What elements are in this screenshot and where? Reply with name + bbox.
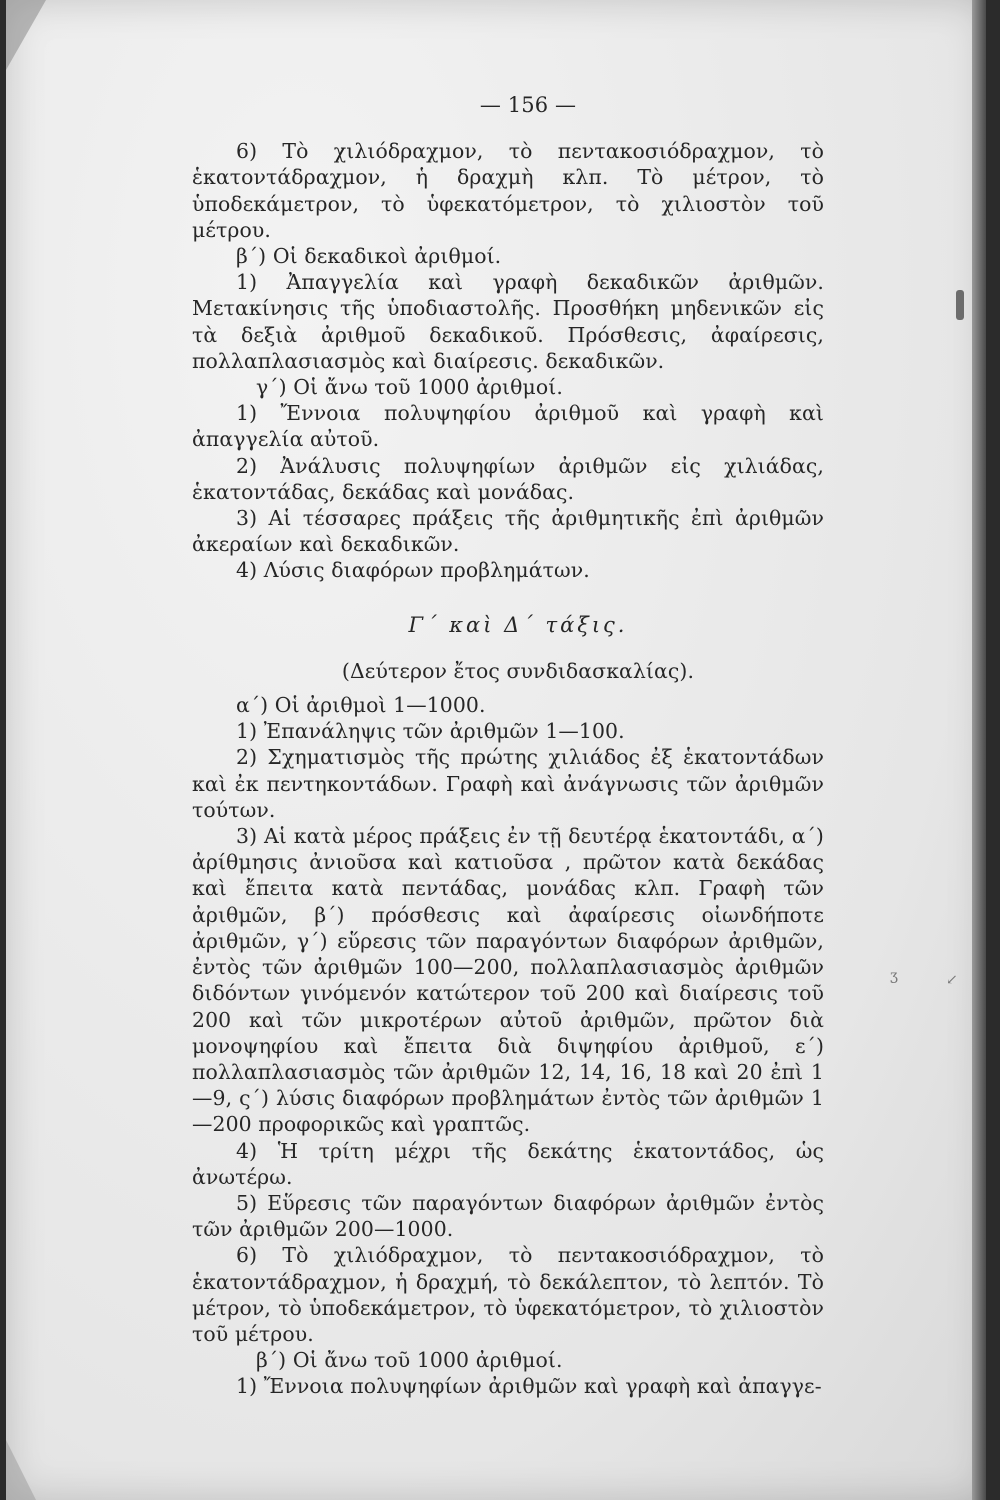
- book-page: [6, 0, 986, 1500]
- worn-corner-top: [6, 0, 46, 70]
- page-text: [192, 92, 824, 1400]
- section-previous-content: [192, 138, 824, 583]
- paragraph: β΄) Οἱ δεκαδικοὶ ἀριθμοί.: [236, 244, 502, 269]
- paragraph-subheading: γ΄) Οἱ ἄνω τοῦ 1000 ἀριθμοί.: [256, 375, 563, 400]
- section-heading: Γ΄ καὶ Δ΄ τάξις.: [408, 612, 628, 637]
- paragraph: 3) Αἱ τέσσαρες πράξεις τῆς ἀριθμητικῆς ἐπὶ ἀριθμῶν ἀκεραίων καὶ δεκαδικῶν.: [192, 506, 824, 557]
- section-content: [192, 692, 824, 1399]
- page-number: — 156 —: [479, 93, 577, 117]
- pencil-mark: ʒ: [890, 968, 898, 984]
- paragraph: 1) Ἀπαγγελία καὶ γραφὴ δεκαδικῶν ἀριθμῶν. Μετακίνησις τῆς ὑποδιαστολῆς. Προσθήκη μηδενικῶν εἰς τὰ δεξιὰ ἀριθμοῦ δεκαδικοῦ. Πρόσθεσις, ἀφαίρεσις, πολλαπλασιασμὸς καὶ διαίρεσις. δεκαδικῶν.: [192, 270, 824, 373]
- paragraph: 1) Ἔννοια πολυψηφίων ἀριθμῶν καὶ γραφὴ καὶ ἀπαγγε-: [236, 1374, 822, 1399]
- paragraph: 3) Αἱ κατὰ μέρος πράξεις ἐν τῇ δευτέρᾳ ἑκατοντάδι, α΄) ἀρίθμησις ἀνιοῦσα καὶ κατιοῦσα , πρῶτον κατὰ δεκάδας καὶ ἔπειτα κατὰ πεντάδας, μονάδας κλπ. Γραφὴ τῶν ἀριθμῶν, β΄) πρόσθεσις καὶ ἀφαίρεσις οἰωνδήποτε ἀριθμῶν, γ΄) εὕρεσις τῶν παραγόντων διαφόρων ἀριθμῶν, ἐντὸς τῶν ἀριθμῶν 100—200, πολλαπλασιασμὸς ἀριθμῶν διδόντων γινόμενόν κατώτερον τοῦ 200 καὶ διαίρεσις τοῦ 200 καὶ τῶν μικροτέρων αὐτοῦ ἀριθμῶν, πρῶτον διὰ μονοψηφίου καὶ ἔπειτα διὰ διψηφίου ἀριθμοῦ, ε΄) πολλαπλασιασμὸς τῶν ἀριθμῶν 12, 14, 16, 18 καὶ 20 ἐπὶ 1—9, ς΄) λύσις διαφόρων προβλημάτων ἐντὸς τῶν ἀριθμῶν 1—200 προφορικῶς καὶ γραπτῶς.: [192, 824, 824, 1137]
- paragraph: 6) Τὸ χιλιόδραχμον, τὸ πεντακοσιόδραχμον, τὸ ἑκατοντάδραχμον, ἡ δραχμὴ κλπ. Τὸ μέτρον, τὸ ὑποδεκάμετρον, τὸ ὑφεκατόμετρον, τὸ χιλιοστὸν τοῦ μέτρου.: [192, 139, 824, 242]
- paragraph: 4) Ἡ τρίτη μέχρι τῆς δεκάτης ἑκατοντάδος, ὡς ἀνωτέρω.: [192, 1138, 824, 1189]
- ink-speck: [956, 290, 964, 320]
- paragraph: 4) Λύσις διαφόρων προβλημάτων.: [236, 558, 590, 583]
- paragraph: α΄) Οἱ ἀριθμοὶ 1—1000.: [236, 693, 486, 718]
- pencil-mark: ↙: [946, 972, 958, 988]
- paragraph-subheading: β΄) Οἱ ἄνω τοῦ 1000 ἀριθμοί.: [256, 1348, 563, 1373]
- paragraph: 1) Ἐπανάληψις τῶν ἀριθμῶν 1—100.: [236, 719, 625, 744]
- section-subheading: (Δεύτερον ἔτος συνδιδασκαλίας).: [341, 658, 695, 683]
- paragraph: 2) Σχηματισμὸς τῆς πρώτης χιλιάδος ἐξ ἑκατοντάδων καὶ ἐκ πεντηκοντάδων. Γραφὴ καὶ ἀνάγνωσις τῶν ἀριθμῶν τούτων.: [192, 745, 824, 822]
- paragraph: 6) Τὸ χιλιόδραχμον, τὸ πεντακοσιόδραχμον, τὸ ἑκατοντάδραχμον, ἡ δραχμή, τὸ δεκάλεπτον, τὸ λεπτόν. Τὸ μέτρον, τὸ ὑποδεκάμετρον, τὸ ὑφεκατόμετρον, τὸ χιλιοστὸν τοῦ μέτρου.: [192, 1243, 824, 1346]
- paragraph: 2) Ἀνάλυσις πολυψηφίων ἀριθμῶν εἰς χιλιάδας, ἑκατοντάδας, δεκάδας καὶ μονάδας.: [192, 453, 824, 504]
- paragraph: 5) Εὕρεσις τῶν παραγόντων διαφόρων ἀριθμῶν ἐντὸς τῶν ἀριθμῶν 200—1000.: [192, 1190, 824, 1242]
- paragraph: 1) Ἔννοια πολυψηφίου ἀριθμοῦ καὶ γραφὴ καὶ ἀπαγγελία αὐτοῦ.: [192, 401, 824, 452]
- worn-corner-bottom: [6, 1440, 36, 1500]
- page-edge-shadow: [972, 0, 986, 1500]
